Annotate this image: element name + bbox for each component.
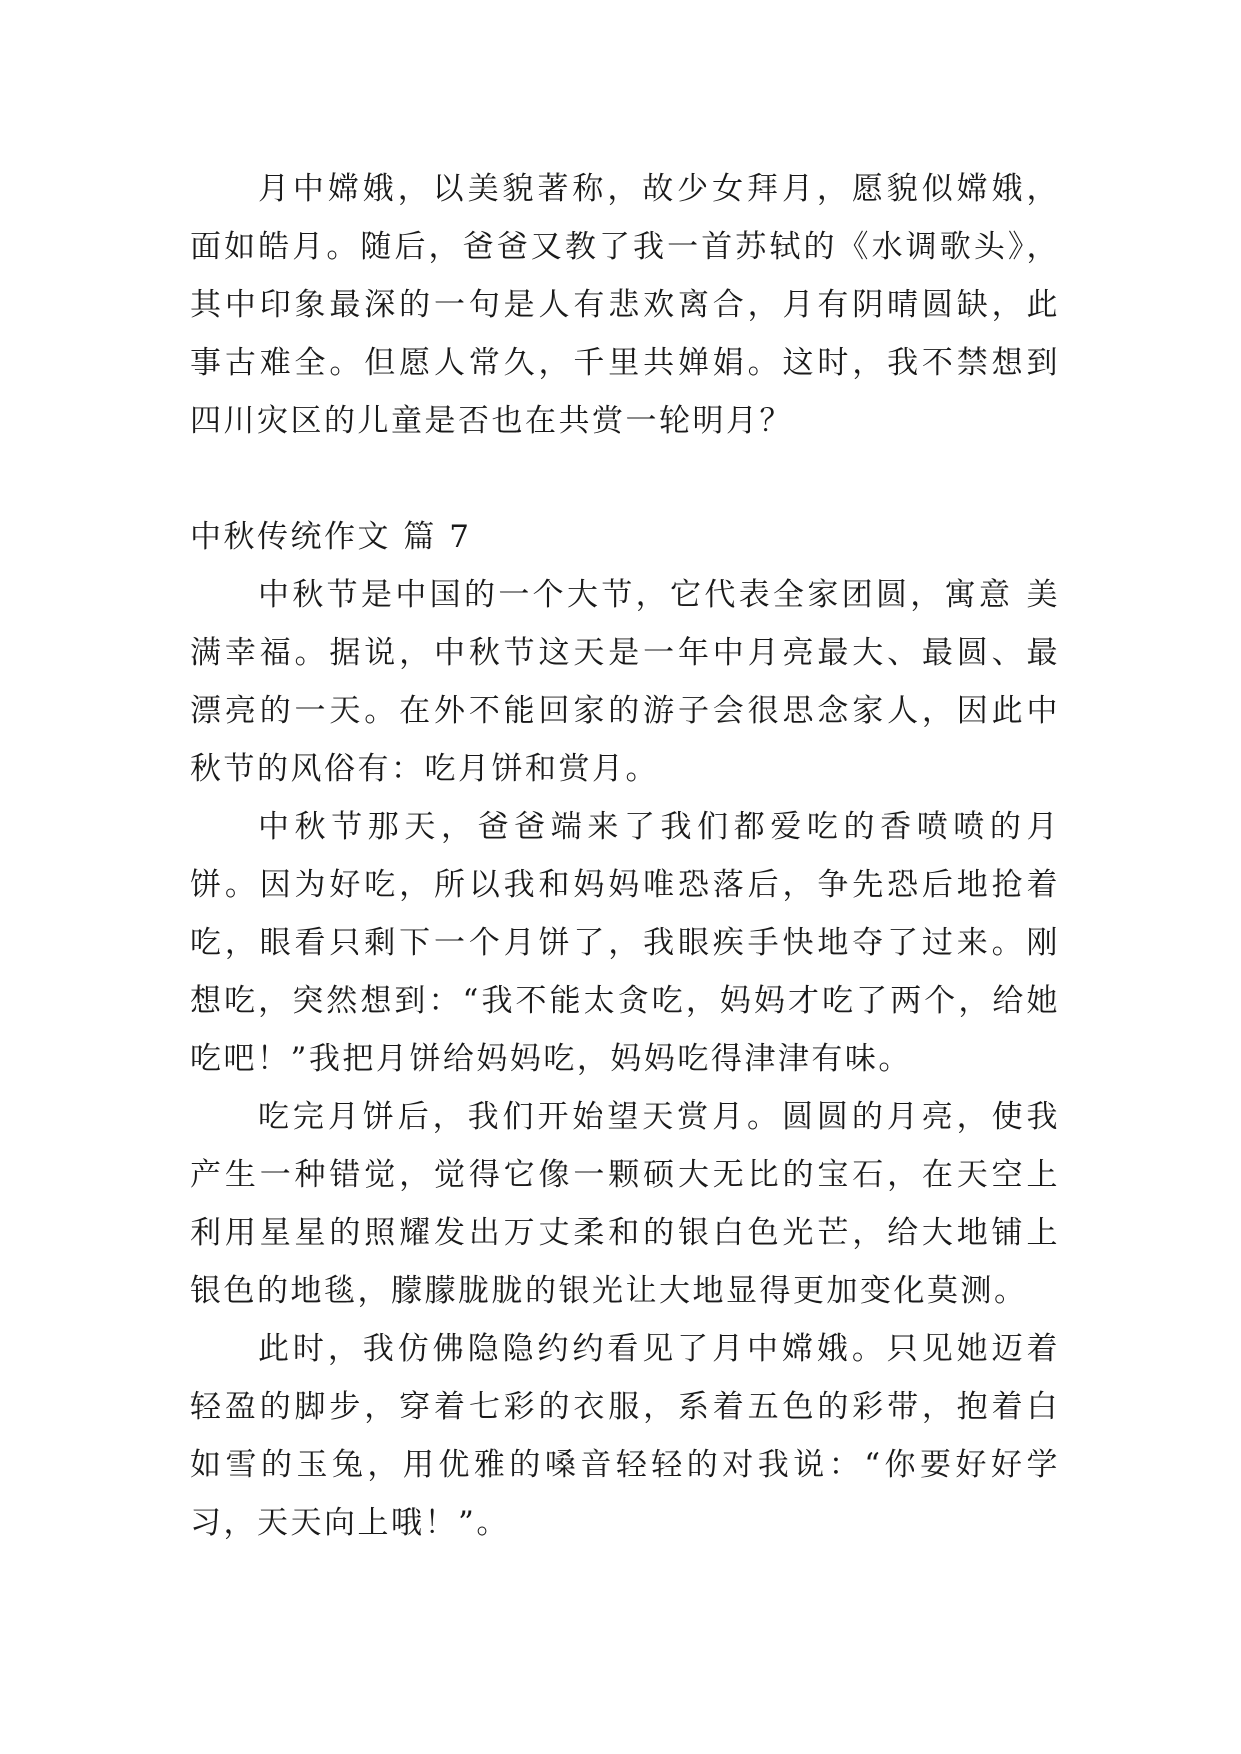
body-paragraph-1: 中秋节是中国的一个大节，它代表全家团圆，寓意 美满幸福。据说，中秋节这天是一年中月亮最大、最圆、最漂亮的一天。在外不能回家的游子会很思念家人，因此中秋节的风俗有：吃月饼和赏月。 [190, 577, 1060, 787]
intro-paragraph: 月中嫦娥，以美貌著称，故少女拜月，愿貌似嫦娥，面如皓月。随后，爸爸又教了我一首苏轼的《水调歌头》，其中印象最深的一句是人有悲欢离合，月有阴晴圆缺，此事古难全。但愿人常久，千里共婵娟。这时，我不禁想到四川灾区的儿童是否也在共赏一轮明月？ [190, 171, 1060, 439]
body-paragraph-2: 中秋节那天，爸爸端来了我们都爱吃的香喷喷的月饼。因为好吃，所以我和妈妈唯恐落后，争先恐后地抢着吃，眼看只剩下一个月饼了，我眼疾手快地夺了过来。刚想吃，突然想到：“我不能太贪吃，妈妈才吃了两个，给她吃吧！”我把月饼给妈妈吃，妈妈吃得津津有味。 [190, 809, 1060, 1077]
section-title: 中秋传统作文 篇 7 [190, 519, 472, 555]
body-paragraph-4: 此时，我仿佛隐隐约约看见了月中嫦娥。只见她迈着轻盈的脚步，穿着七彩的衣服，系着五色的彩带，抱着白如雪的玉兔，用优雅的嗓音轻轻的对我说：“你要好好学习，天天向上哦！”。 [190, 1331, 1060, 1541]
document-body [190, 160, 1060, 1552]
body-paragraph-3: 吃完月饼后，我们开始望天赏月。圆圆的月亮，使我产生一种错觉，觉得它像一颗硕大无比的宝石，在天空上利用星星的照耀发出万丈柔和的银白色光芒，给大地铺上银色的地毯，朦朦胧胧的银光让大地显得更加变化莫测。 [190, 1099, 1060, 1309]
